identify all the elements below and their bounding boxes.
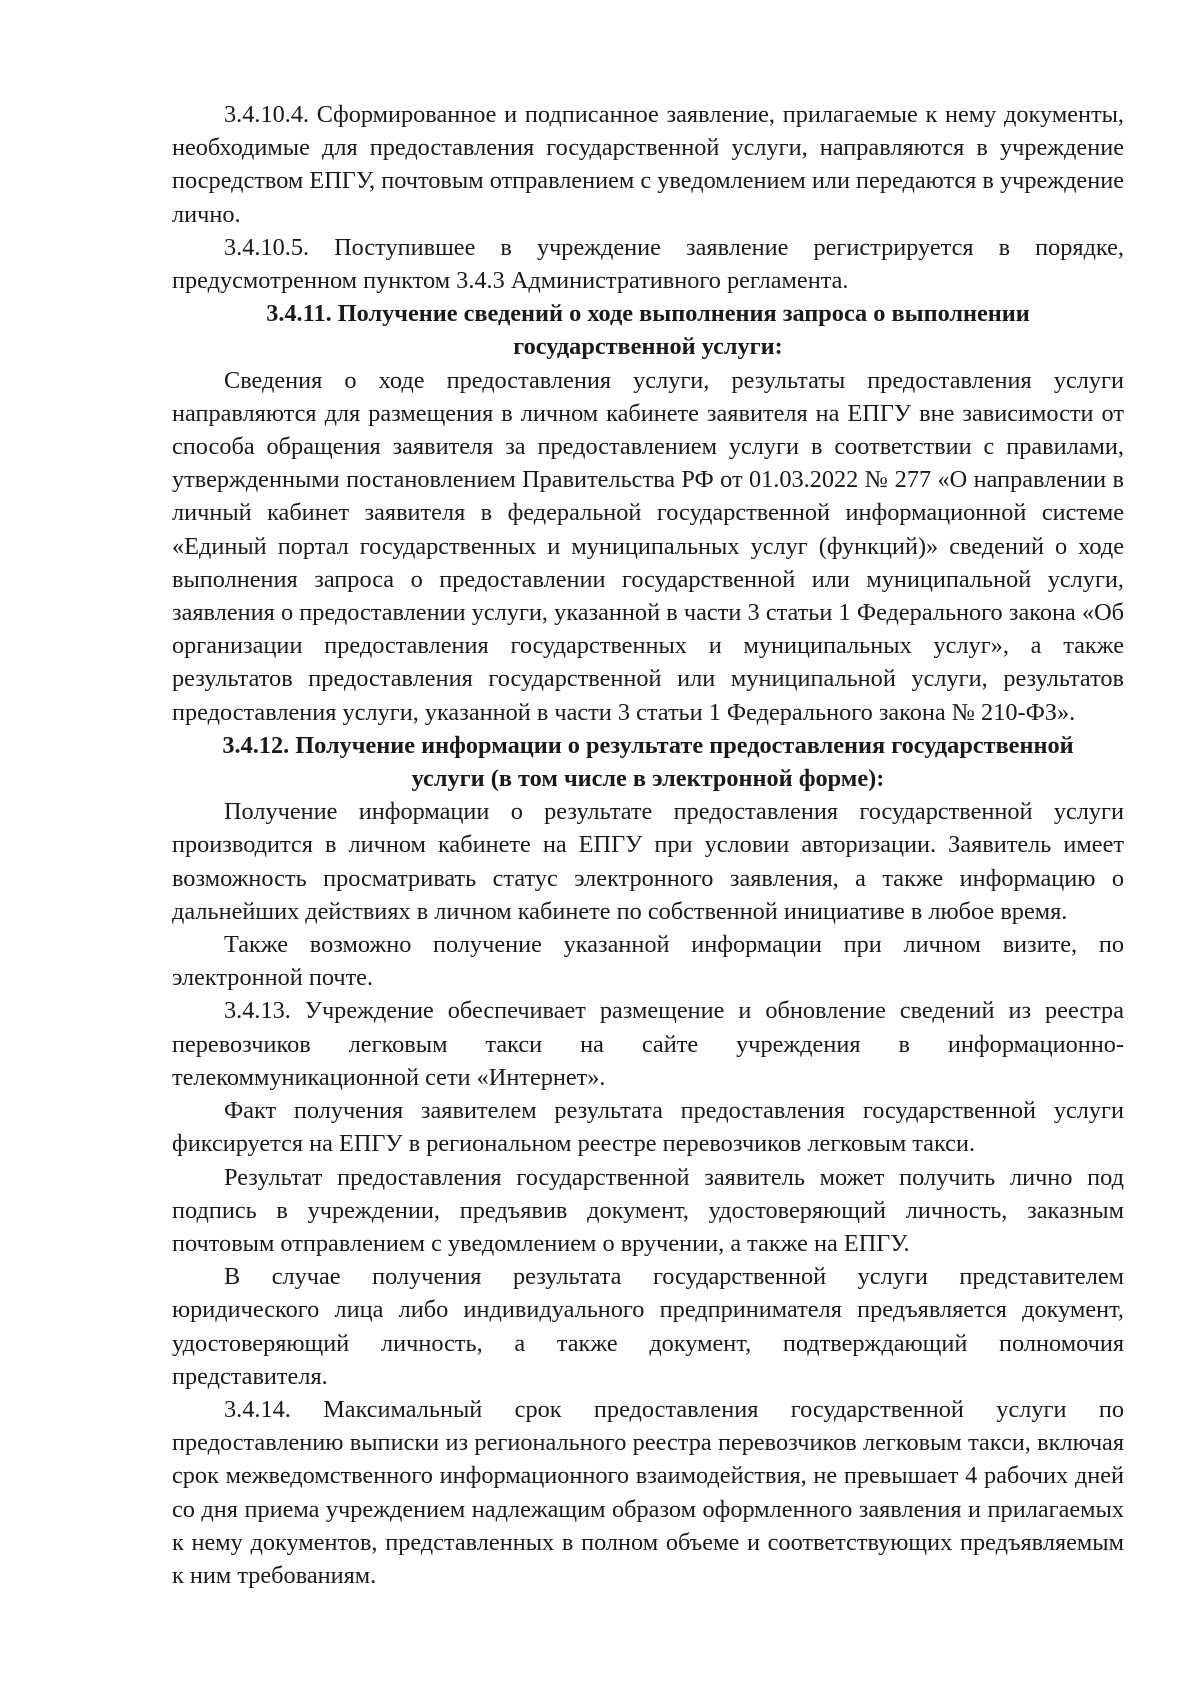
paragraph-3-4-10-5: 3.4.10.5. Поступившее в учреждение заявление регистрируется в порядке, предусмотренном пунктом 3.4.3 Административного регламента. <box>172 233 1124 295</box>
heading-3-4-12: 3.4.12. Получение информации о результате предоставления государственной услуги (в том числе в электронной форме): <box>222 731 1074 793</box>
paragraph-3-4-10-4: 3.4.10.4. Сформированное и подписанное заявление, прилагаемые к нему документы, необходимые для предоставления государственной услуги, направляются в учреждение посредством ЕПГУ, почтовым отправлением с уведомлением или передаются в учреждение лично. <box>172 101 1124 228</box>
paragraph-progress-info: Сведения о ходе предоставления услуги, результаты предоставления услуги направляются для размещения в личном кабинете заявителя на ЕПГУ вне зависимости от способа обращения заявителя за предоставлением услуги в соответствии с правилами, утвержденными постановлением Правительства РФ от 01.03.2022 № 277 «О направлении в личный кабинет заявителя в федеральной государственной информационной системе «Единый портал государственных и муниципальных услуг (функций)» сведений о ходе выполнения запроса о предоставлении государственной или муниципальной услуги, заявления о предоставлении услуги, указанной в части 3 статьи 1 Федерального закона «Об организации предоставления государственных и муниципальных услуг», а также результатов предоставления государственной или муниципальной услуги, результатов предоставления услуги, указанной в части 3 статьи 1 Федерального закона № 210-ФЗ». <box>172 366 1124 726</box>
heading-3-4-11: 3.4.11. Получение сведений о ходе выполнения запроса о выполнении государственной услуги: <box>266 300 1030 361</box>
paragraph-3-4-14: 3.4.14. Максимальный срок предоставления государственной услуги по предоставлению выписки из регионального реестра перевозчиков легковым такси, включая срок межведомственного информационного взаимодействия, не превышает 4 рабочих дней со дня приема учреждением надлежащим образом оформленного заявления и прилагаемых к нему документов, представленных в полном объеме и соответствующих предъявляемым к ним требованиям. <box>172 1395 1124 1589</box>
paragraph-fact-of-receipt: Факт получения заявителем результата предоставления государственной услуги фиксируется на ЕПГУ в региональном реестре перевозчиков легковым такси. <box>172 1097 1124 1158</box>
paragraph-representative: В случае получения результата государственной услуги представителем юридического лица либо индивидуального предпринимателя предъявляется документ, удостоверяющий личность, а также документ, подтверждающий полномочия представителя. <box>172 1263 1124 1390</box>
paragraph-result-delivery: Результат предоставления государственной заявитель может получить лично под подпись в учреждении, предъявив документ, удостоверяющий личность, заказным почтовым отправлением с уведомлением о вручении, а также на ЕПГУ. <box>172 1163 1124 1257</box>
paragraph-result-info: Получение информации о результате предоставления государственной услуги производится в личном кабинете на ЕПГУ при условии авторизации. Заявитель имеет возможность просматривать статус электронного заявления, а также информацию о дальнейших действиях в личном кабинете по собственной инициативе в любое время. <box>172 798 1124 925</box>
document-page <box>172 98 1124 1592</box>
paragraph-3-4-13: 3.4.13. Учреждение обеспечивает размещение и обновление сведений из реестра перевозчиков легковым такси на сайте учреждения в информационно-телекоммуникационной сети «Интернет». <box>172 997 1124 1091</box>
paragraph-personal-visit: Также возможно получение указанной информации при личном визите, по электронной почте. <box>172 931 1124 992</box>
